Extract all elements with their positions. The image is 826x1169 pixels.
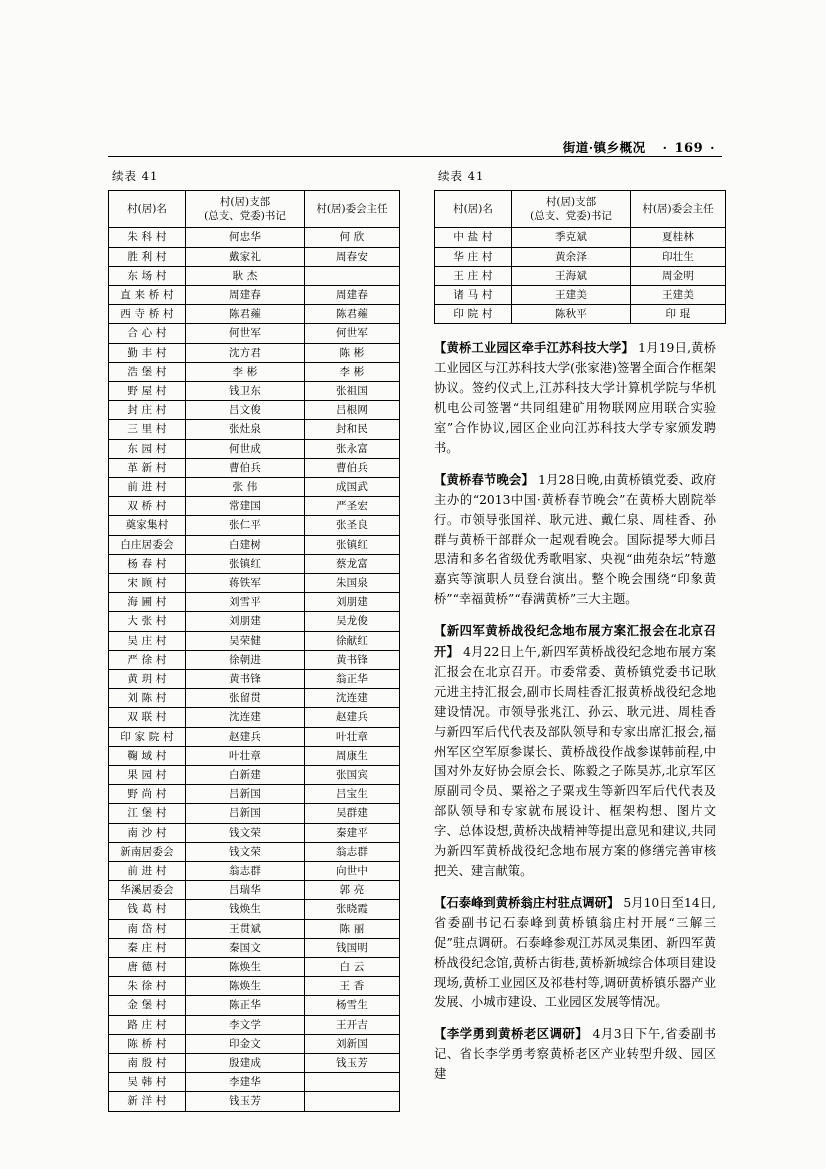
table-row xyxy=(109,1092,400,1111)
cell-village-name: 路 庄 村 xyxy=(109,1015,186,1034)
article-entry-text: 1月19日,黄桥工业园区与江苏科技大学(张家港)签署全面合作框架协议。签约仪式上,江苏科技大学计算机学院与华机机电公司签署“共同组建矿用物联网应用联合实验室”合作协议,园区企业向江苏科技大学专家颁发聘书。 xyxy=(434,341,716,455)
table-row xyxy=(109,574,400,593)
table-row xyxy=(109,727,400,746)
table-row xyxy=(435,305,726,324)
village-leaders-table-right xyxy=(434,190,726,324)
cell-committee-director: 曹伯兵 xyxy=(305,458,400,477)
cell-village-name: 浩 堡 村 xyxy=(109,362,186,381)
article-body xyxy=(434,338,716,1085)
cell-party-secretary: 蒋铁军 xyxy=(186,574,305,593)
table-row xyxy=(109,420,400,439)
cell-village-name: 唐 德 村 xyxy=(109,958,186,977)
cell-village-name: 东 园 村 xyxy=(109,439,186,458)
page-number: 169 xyxy=(674,141,704,156)
article-entry-text: 1月28日晚,由黄桥镇党委、政府主办的“2013中国·黄桥春节晚会”在黄桥大剧院举行。市领导张国祥、耿元进、戴仁泉、周桂香、孙群与黄桥干部群众一起观看晚会。国际提琴大师吕思清和多名省级优秀歌唱家、央视“曲苑杂坛”特邀嘉宾等演职人员登台演出。整个晚会围绕“印象黄桥”“幸福黄桥”“春满黄桥”三大主题。 xyxy=(434,472,716,607)
cell-committee-director: 蔡龙富 xyxy=(305,554,400,573)
cell-party-secretary: 刘雪平 xyxy=(186,593,305,612)
cell-committee-director: 封和民 xyxy=(305,420,400,439)
cell-village-name: 宋 顾 村 xyxy=(109,574,186,593)
cell-committee-director: 赵建兵 xyxy=(305,708,400,727)
cell-party-secretary: 徐朝进 xyxy=(186,650,305,669)
cell-village-name: 吴 庄 村 xyxy=(109,631,186,650)
cell-party-secretary: 李建华 xyxy=(186,1073,305,1092)
cell-committee-director: 刘新国 xyxy=(305,1034,400,1053)
table-row xyxy=(109,439,400,458)
table-row xyxy=(109,900,400,919)
cell-party-secretary: 李 彬 xyxy=(186,362,305,381)
article-entry-text: 4月22日上午,新四军黄桥战役纪念地布展方案汇报会在北京召开。市委常委、黄桥镇党委书记耿元进主持汇报会,副市长周桂香汇报黄桥战役纪念地建设情况。市领导张兆江、孙云、耿元进、周桂香与新四军后代代表及部队领导和专家出席汇报会,福州军区空军原参谋长、黄桥战役作战参谋韩前程,中国对外友好协会原会长、陈毅之子陈昊苏,北京军区原副司令员、粟裕之子粟戎生等新四军后代代表及部队领导和专家就布展设计、框架构想、图片文字、总体设想,黄桥决战精神等提出意见和建议,共同为新四军黄桥战役纪念地布展方案的修缮完善审核把关、建言献策。 xyxy=(434,645,716,879)
left-table-continued-label: 续表 41 xyxy=(112,169,159,183)
cell-party-secretary: 陈焕生 xyxy=(186,977,305,996)
cell-committee-director: 王 香 xyxy=(305,977,400,996)
cell-committee-director: 周春安 xyxy=(305,247,400,266)
table-row xyxy=(109,823,400,842)
cell-village-name: 黄 玥 村 xyxy=(109,670,186,689)
right-table-continued-label: 续表 41 xyxy=(438,169,485,183)
cell-party-secretary: 季克斌 xyxy=(512,228,631,247)
cell-committee-director: 周康生 xyxy=(305,746,400,765)
table-row xyxy=(435,228,726,247)
cell-party-secretary: 李文学 xyxy=(186,1015,305,1034)
table-body-right xyxy=(435,228,726,324)
header-divider xyxy=(108,156,722,157)
table-row xyxy=(109,612,400,631)
table-row xyxy=(109,746,400,765)
table-row xyxy=(435,247,726,266)
cell-village-name: 王 庄 村 xyxy=(435,266,512,285)
cell-party-secretary: 王贯斌 xyxy=(186,919,305,938)
cell-party-secretary: 吕新国 xyxy=(186,804,305,823)
cell-party-secretary: 秦国文 xyxy=(186,938,305,957)
table-row xyxy=(109,285,400,304)
cell-party-secretary: 张镇红 xyxy=(186,554,305,573)
table-row xyxy=(435,285,726,304)
table-row xyxy=(109,766,400,785)
column-header-party-secretary-line2: (总支、党委)书记 xyxy=(204,210,286,223)
cell-committee-director: 严圣宏 xyxy=(305,497,400,516)
cell-party-secretary: 何世成 xyxy=(186,439,305,458)
table-row xyxy=(109,785,400,804)
cell-party-secretary: 黄书锋 xyxy=(186,670,305,689)
article-paragraph xyxy=(434,470,716,610)
cell-party-secretary: 戴家礼 xyxy=(186,247,305,266)
cell-committee-director: 王开吉 xyxy=(305,1015,400,1034)
cell-committee-director: 黄书锋 xyxy=(305,650,400,669)
cell-party-secretary: 张 伟 xyxy=(186,477,305,496)
cell-village-name: 野 尚 村 xyxy=(109,785,186,804)
cell-committee-director: 秦建平 xyxy=(305,823,400,842)
cell-party-secretary: 殷建成 xyxy=(186,1054,305,1073)
cell-committee-director: 张晓霞 xyxy=(305,900,400,919)
cell-committee-director xyxy=(305,266,400,285)
cell-village-name: 奠家集村 xyxy=(109,516,186,535)
table-row xyxy=(109,881,400,900)
cell-committee-director: 朱国泉 xyxy=(305,574,400,593)
cell-village-name: 钱 葛 村 xyxy=(109,900,186,919)
cell-village-name: 勤 丰 村 xyxy=(109,343,186,362)
village-leaders-table-left xyxy=(108,190,400,1112)
cell-village-name: 直 来 桥 村 xyxy=(109,285,186,304)
cell-village-name: 印 院 村 xyxy=(435,305,512,324)
column-header-village-name: 村(居)名 xyxy=(109,191,186,228)
column-header-party-secretary-line1: 村(居)支部 xyxy=(545,196,597,208)
table-row xyxy=(109,497,400,516)
table-row xyxy=(435,266,726,285)
cell-committee-director: 何 欣 xyxy=(305,228,400,247)
table-row xyxy=(109,1034,400,1053)
cell-party-secretary: 沈方君 xyxy=(186,343,305,362)
cell-committee-director: 钱国明 xyxy=(305,938,400,957)
cell-committee-director: 叶壮章 xyxy=(305,727,400,746)
header-separator-dot-2: · xyxy=(710,140,715,155)
cell-committee-director: 吕根网 xyxy=(305,401,400,420)
column-header-party-secretary xyxy=(512,191,631,228)
article-entry-title: 【石泰峰到黄桥翁庄村驻点调研】 xyxy=(434,894,620,910)
cell-party-secretary: 钱文荣 xyxy=(186,823,305,842)
cell-committee-director: 周建春 xyxy=(305,285,400,304)
column-header-committee-director: 村(居)委会主任 xyxy=(631,191,726,228)
cell-committee-director: 翁正华 xyxy=(305,670,400,689)
header-title: 街道·镇乡概况 xyxy=(562,140,646,155)
table-row xyxy=(109,535,400,554)
column-header-party-secretary-line1: 村(居)支部 xyxy=(219,196,271,208)
cell-committee-director: 杨雪生 xyxy=(305,996,400,1015)
table-row xyxy=(109,593,400,612)
table-header-row xyxy=(109,191,400,228)
cell-party-secretary: 陈正华 xyxy=(186,996,305,1015)
cell-village-name: 严 徐 村 xyxy=(109,650,186,669)
cell-party-secretary: 吴荣健 xyxy=(186,631,305,650)
cell-party-secretary: 钱焕生 xyxy=(186,900,305,919)
cell-village-name: 南 殷 村 xyxy=(109,1054,186,1073)
cell-party-secretary: 钱玉芳 xyxy=(186,1092,305,1111)
cell-party-secretary: 陈君蕹 xyxy=(186,305,305,324)
table-row xyxy=(109,996,400,1015)
cell-committee-director: 钱玉芳 xyxy=(305,1054,400,1073)
table-row xyxy=(109,650,400,669)
cell-village-name: 江 堡 村 xyxy=(109,804,186,823)
cell-village-name: 陈 桥 村 xyxy=(109,1034,186,1053)
cell-party-secretary: 白新建 xyxy=(186,766,305,785)
cell-village-name: 野 屋 村 xyxy=(109,381,186,400)
cell-party-secretary: 陈焕生 xyxy=(186,958,305,977)
table-row xyxy=(109,247,400,266)
cell-village-name: 革 新 村 xyxy=(109,458,186,477)
cell-committee-director: 吴群建 xyxy=(305,804,400,823)
table-row xyxy=(109,708,400,727)
table-row xyxy=(109,305,400,324)
cell-village-name: 南 沙 村 xyxy=(109,823,186,842)
cell-committee-director: 夏桂林 xyxy=(631,228,726,247)
column-header-village-name: 村(居)名 xyxy=(435,191,512,228)
cell-committee-director xyxy=(305,1092,400,1111)
article-entry-title: 【黄桥工业园区牵手江苏科技大学】 xyxy=(434,340,635,356)
article-entry-title: 【新四军黄桥战役纪念地布展方案汇报会在北京召开】 xyxy=(434,623,716,660)
cell-party-secretary: 王建美 xyxy=(512,285,631,304)
cell-committee-director: 吕宝生 xyxy=(305,785,400,804)
table-row xyxy=(109,977,400,996)
cell-committee-director: 张镇红 xyxy=(305,535,400,554)
table-row xyxy=(109,862,400,881)
left-column xyxy=(108,168,390,1112)
column-header-committee-director: 村(居)委会主任 xyxy=(305,191,400,228)
cell-committee-director: 郭 亮 xyxy=(305,881,400,900)
cell-committee-director: 徐献红 xyxy=(305,631,400,650)
cell-party-secretary: 张仁平 xyxy=(186,516,305,535)
cell-party-secretary: 钱卫东 xyxy=(186,381,305,400)
article-entry-text: 4月3日下午,省委副书记、省长李学勇考察黄桥老区产业转型升级、园区建 xyxy=(434,1027,716,1082)
article-entry-title: 【黄桥春节晚会】 xyxy=(434,471,535,487)
cell-committee-director: 王建美 xyxy=(631,285,726,304)
cell-village-name: 华 庄 村 xyxy=(435,247,512,266)
cell-committee-director: 向世中 xyxy=(305,862,400,881)
cell-village-name: 双 桥 村 xyxy=(109,497,186,516)
cell-village-name: 中 盐 村 xyxy=(435,228,512,247)
cell-party-secretary: 何忠华 xyxy=(186,228,305,247)
cell-committee-director: 印壮生 xyxy=(631,247,726,266)
table-row xyxy=(109,458,400,477)
cell-village-name: 东 场 村 xyxy=(109,266,186,285)
cell-committee-director: 陈 彬 xyxy=(305,343,400,362)
table-row xyxy=(109,266,400,285)
cell-village-name: 新 洋 村 xyxy=(109,1092,186,1111)
cell-party-secretary: 吕文俊 xyxy=(186,401,305,420)
cell-party-secretary: 白建树 xyxy=(186,535,305,554)
cell-party-secretary: 张留贯 xyxy=(186,689,305,708)
article-paragraph xyxy=(434,893,716,1013)
cell-party-secretary: 耿 杰 xyxy=(186,266,305,285)
cell-committee-director: 李 彬 xyxy=(305,362,400,381)
cell-village-name: 封 庄 村 xyxy=(109,401,186,420)
cell-committee-director xyxy=(305,1073,400,1092)
cell-village-name: 秦 庄 村 xyxy=(109,938,186,957)
cell-party-secretary: 叶壮章 xyxy=(186,746,305,765)
table-row xyxy=(109,1073,400,1092)
right-column xyxy=(434,168,716,1085)
cell-party-secretary: 王海斌 xyxy=(512,266,631,285)
cell-village-name: 胜 利 村 xyxy=(109,247,186,266)
cell-party-secretary: 常建国 xyxy=(186,497,305,516)
cell-committee-director: 张国宾 xyxy=(305,766,400,785)
cell-village-name: 新南居委会 xyxy=(109,842,186,861)
header-separator-dot: · xyxy=(662,140,668,155)
cell-village-name: 刘 陈 村 xyxy=(109,689,186,708)
table-row xyxy=(109,362,400,381)
table-row xyxy=(109,1054,400,1073)
cell-committee-director: 成国武 xyxy=(305,477,400,496)
cell-village-name: 诸 马 村 xyxy=(435,285,512,304)
cell-village-name: 吴 韩 村 xyxy=(109,1073,186,1092)
table-row xyxy=(109,401,400,420)
column-header-party-secretary xyxy=(186,191,305,228)
table-row xyxy=(109,689,400,708)
table-row xyxy=(109,804,400,823)
cell-party-secretary: 刘朋建 xyxy=(186,612,305,631)
cell-party-secretary: 吕瑞华 xyxy=(186,881,305,900)
table-row xyxy=(109,477,400,496)
cell-committee-director: 张祖国 xyxy=(305,381,400,400)
table-body-left xyxy=(109,228,400,1111)
cell-committee-director: 何世军 xyxy=(305,324,400,343)
cell-committee-director: 印 琨 xyxy=(631,305,726,324)
cell-committee-director: 陈君蕹 xyxy=(305,305,400,324)
cell-village-name: 合 心 村 xyxy=(109,324,186,343)
cell-committee-director: 吴龙俊 xyxy=(305,612,400,631)
article-entry-text: 5月10日至14日,省委副书记石泰峰到黄桥镇翁庄村开展“三解三促”驻点调研。石泰峰参观江苏凤灵集团、新四军黄桥战役纪念馆,黄桥古街巷,黄桥新城综合体项目建设现场,黄桥工业园区及祁巷村等,调研黄桥镇乐器产业发展、小城市建设、工业园区发展等情况。 xyxy=(434,895,716,1010)
cell-village-name: 华溪居委会 xyxy=(109,881,186,900)
cell-village-name: 金 堡 村 xyxy=(109,996,186,1015)
table-row xyxy=(109,958,400,977)
table-row xyxy=(109,842,400,861)
table-row xyxy=(109,919,400,938)
table-row xyxy=(109,324,400,343)
cell-committee-director: 白 云 xyxy=(305,958,400,977)
article-entry-title: 【李学勇到黄桥老区调研】 xyxy=(434,1026,589,1042)
page-header xyxy=(108,138,722,156)
article-paragraph xyxy=(434,1024,716,1085)
cell-village-name: 海 圃 村 xyxy=(109,593,186,612)
table-row xyxy=(109,631,400,650)
table-row xyxy=(109,516,400,535)
cell-village-name: 前 进 村 xyxy=(109,862,186,881)
cell-party-secretary: 曹伯兵 xyxy=(186,458,305,477)
cell-committee-director: 张永富 xyxy=(305,439,400,458)
cell-party-secretary: 印金文 xyxy=(186,1034,305,1053)
cell-party-secretary: 吕新国 xyxy=(186,785,305,804)
cell-party-secretary: 翁志群 xyxy=(186,862,305,881)
cell-party-secretary: 陈秋平 xyxy=(512,305,631,324)
column-header-party-secretary-line2: (总支、党委)书记 xyxy=(530,210,612,223)
table-row xyxy=(109,228,400,247)
cell-party-secretary: 黄余泽 xyxy=(512,247,631,266)
cell-village-name: 西 寺 桥 村 xyxy=(109,305,186,324)
cell-party-secretary: 周建春 xyxy=(186,285,305,304)
cell-committee-director: 翁志群 xyxy=(305,842,400,861)
cell-committee-director: 张圣良 xyxy=(305,516,400,535)
table-row xyxy=(109,1015,400,1034)
table-row xyxy=(109,938,400,957)
cell-party-secretary: 张灶泉 xyxy=(186,420,305,439)
table-row xyxy=(109,670,400,689)
article-paragraph xyxy=(434,338,716,458)
cell-party-secretary: 沈连建 xyxy=(186,708,305,727)
table-row xyxy=(109,381,400,400)
cell-village-name: 前 进 村 xyxy=(109,477,186,496)
cell-village-name: 南 岱 村 xyxy=(109,919,186,938)
table-header-row xyxy=(435,191,726,228)
cell-party-secretary: 赵建兵 xyxy=(186,727,305,746)
cell-village-name: 白庄居委会 xyxy=(109,535,186,554)
cell-party-secretary: 钱文荣 xyxy=(186,842,305,861)
cell-village-name: 印 家 院 村 xyxy=(109,727,186,746)
cell-village-name: 果 园 村 xyxy=(109,766,186,785)
cell-village-name: 朱 徐 村 xyxy=(109,977,186,996)
cell-committee-director: 陈 丽 xyxy=(305,919,400,938)
table-row xyxy=(109,343,400,362)
cell-village-name: 鞠 域 村 xyxy=(109,746,186,765)
table-row xyxy=(109,554,400,573)
cell-village-name: 大 张 村 xyxy=(109,612,186,631)
cell-committee-director: 沈连建 xyxy=(305,689,400,708)
cell-village-name: 三 里 村 xyxy=(109,420,186,439)
cell-village-name: 双 联 村 xyxy=(109,708,186,727)
cell-village-name: 杨 春 村 xyxy=(109,554,186,573)
cell-committee-director: 周金明 xyxy=(631,266,726,285)
article-paragraph xyxy=(434,621,716,882)
cell-village-name: 朱 科 村 xyxy=(109,228,186,247)
cell-committee-director: 刘朋建 xyxy=(305,593,400,612)
cell-party-secretary: 何世军 xyxy=(186,324,305,343)
